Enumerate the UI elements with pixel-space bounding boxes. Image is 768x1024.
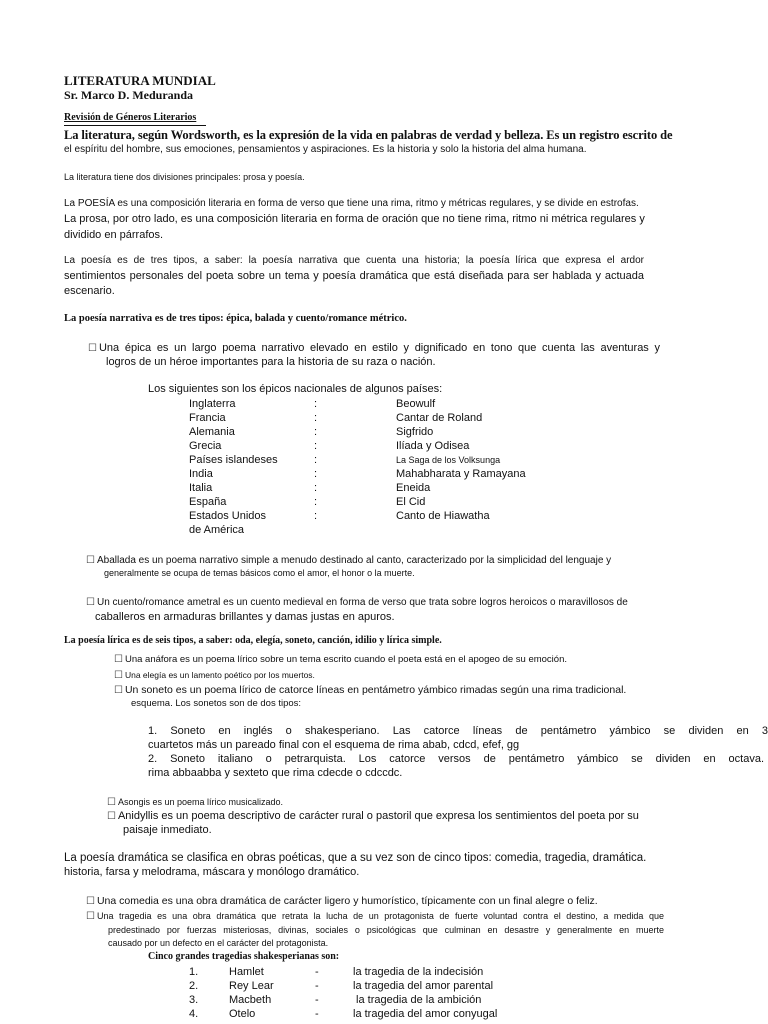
epic-country: de América xyxy=(189,524,245,536)
checkbox-bullet-icon: ☐ xyxy=(107,797,116,808)
tragedy-number: 3. xyxy=(189,994,199,1006)
prose-definition-1: La prosa, por otro lado, es una composición literaria en forma de oración que no tiene rima, ritmo ni métrica regulares y xyxy=(64,213,645,225)
tragedy-row xyxy=(189,1007,553,1021)
epic-text-1: Una épica es un largo poema narrativo elevado en estilo y dignificado en tono que cuenta las aventuras y xyxy=(98,342,660,354)
epic-work: Ilíada y Odisea xyxy=(396,440,470,452)
epic-country: India xyxy=(189,468,213,480)
dramatic-line-2: historia, farsa y melodrama, máscara y monólogo dramático. xyxy=(64,866,360,878)
epic-separator: : xyxy=(314,482,318,494)
epic-row xyxy=(189,481,576,495)
epic-country: Países islandeses xyxy=(189,454,278,466)
epic-work xyxy=(396,523,576,537)
poetry-types-1: La poesía es de tres tipos, a saber: la poesía narrativa que cuenta una historia; la poesía lírica que expresa el ardor xyxy=(64,255,644,266)
checkbox-bullet-icon: ☐ xyxy=(114,670,123,681)
review-line-2: el espíritu del hombre, sus emociones, pensamientos y aspiraciones. Es la historia y solo la historia del alma humana. xyxy=(64,144,587,155)
sonnet-definition-2: esquema. Los sonetos son de dos tipos: xyxy=(131,698,302,709)
epic-separator: : xyxy=(314,496,318,508)
sonnet-type-2-line-1: 2. Soneto italiano o petrarquista. Los catorce versos de pentámetro yámbico se dividen en octava. xyxy=(148,753,764,765)
tragedy-definition-3: causado por un defecto en el carácter del protagonista. xyxy=(108,938,329,948)
epic-row xyxy=(189,523,576,537)
epic-work: Sigfrido xyxy=(396,426,434,438)
tragedy-description: la tragedia de la indecisión xyxy=(353,966,484,978)
epic-definition-2: logros de un héroe importantes para la historia de su raza o nación. xyxy=(106,356,436,368)
narrative-heading: La poesía narrativa es de tres tipos: épica, balada y cuento/romance métrico. xyxy=(64,313,407,324)
elegy-definition xyxy=(114,670,315,681)
tragedy-number: 4. xyxy=(189,1008,199,1020)
tragedy-dash: - xyxy=(315,994,319,1006)
epic-separator: : xyxy=(314,510,318,522)
tragedies-table xyxy=(189,965,553,1021)
tragedy-description: la tragedia de la ambición xyxy=(353,994,482,1006)
epic-work: El Cid xyxy=(396,496,426,508)
sonnet-text-1: Un soneto es un poema lírico de catorce líneas en pentámetro yámbico rimadas según una rima tradicional. xyxy=(124,684,627,696)
epic-work: Mahabharata y Ramayana xyxy=(396,468,526,480)
epic-row xyxy=(189,397,576,411)
epic-country: Grecia xyxy=(189,440,222,452)
epic-work: Beowulf xyxy=(396,398,436,410)
tale-definition-1 xyxy=(86,597,628,608)
tragedy-definition-2: predestinado por fuerzas misteriosas, divinas, sociales o psicológicas que culminan en desastre y generalmente en muerte xyxy=(108,925,664,935)
tragedy-description: la tragedia del amor conyugal xyxy=(353,1008,498,1020)
tragedy-title: Macbeth xyxy=(229,994,272,1006)
epic-separator: : xyxy=(314,468,318,480)
epic-country: España xyxy=(189,496,227,508)
tragedy-dash: - xyxy=(315,1008,319,1020)
idyll-definition-1 xyxy=(107,810,639,822)
idyll-definition-2: paisaje inmediato. xyxy=(123,824,212,836)
tragedy-title: Hamlet xyxy=(229,966,264,978)
epic-separator: : xyxy=(314,412,318,424)
epic-row xyxy=(189,439,576,453)
epic-work: Eneida xyxy=(396,482,431,494)
epic-separator: : xyxy=(314,426,318,438)
tale-definition-2: caballeros en armaduras brillantes y damas justas en apuros. xyxy=(95,611,395,623)
divisions-text: La literatura tiene dos divisiones principales: prosa y poesía. xyxy=(64,172,305,182)
tragedy-title: Otelo xyxy=(229,1008,256,1020)
poetry-types-3: escenario. xyxy=(64,285,115,297)
epic-row xyxy=(189,411,576,425)
ode-text: Una anáfora es un poema lírico sobre un tema escrito cuando el poeta está en el apogeo de su emoción. xyxy=(124,654,568,665)
ode-definition xyxy=(114,654,567,665)
epic-country: Alemania xyxy=(189,426,235,438)
tragedy-description: la tragedia del amor parental xyxy=(353,980,494,992)
tragedy-number: 1. xyxy=(189,966,199,978)
checkbox-bullet-icon: ☐ xyxy=(114,685,123,696)
song-definition xyxy=(107,797,283,808)
teacher-name: Sr. Marco D. Meduranda xyxy=(64,88,193,102)
epic-country: Estados Unidos xyxy=(189,510,267,522)
comedy-definition xyxy=(86,895,598,907)
tale-text-1: Un cuento/romance ametral es un cuento medieval en forma de verso que trata sobre logros heroicos o maravillosos de xyxy=(96,597,628,608)
idyll-text-1: Anidyllis es un poema descriptivo de carácter rural o pastoril que expresa los sentimientos del poeta por su xyxy=(117,810,639,822)
epic-separator: : xyxy=(314,454,318,466)
tragedy-number: 2. xyxy=(189,980,199,992)
epics-table xyxy=(189,397,576,537)
epic-work: Canto de Hiawatha xyxy=(396,510,490,522)
dramatic-line-1: La poesía dramática se clasifica en obras poéticas, que a su vez son de cinco tipos: comedia, tragedia, dramática. xyxy=(64,852,647,864)
sonnet-type-2-line-2: rima abbaabba y sexteto que rima cdecde o cdccdc. xyxy=(148,767,403,779)
checkbox-bullet-icon: ☐ xyxy=(86,896,95,907)
checkbox-bullet-icon: ☐ xyxy=(114,654,123,665)
ballad-text-1: Aballada es un poema narrativo simple a menudo destinado al canto, caracterizado por la simplicidad del lenguaje y xyxy=(96,555,612,566)
checkbox-bullet-icon: ☐ xyxy=(107,811,116,822)
tragedy-title: Rey Lear xyxy=(229,980,274,992)
checkbox-bullet-icon: ☐ xyxy=(88,343,97,354)
sonnet-type-1-line-1: 1. Soneto en inglés o shakesperiano. Las catorce líneas de pentámetro yámbico se dividen en 3 xyxy=(148,725,768,737)
epic-row xyxy=(189,495,576,509)
tragedy-row xyxy=(189,993,553,1007)
tragedy-text-1: Una tragedia es una obra dramática que retrata la lucha de un protagonista de fuerte voluntad contra el destino, a medida que xyxy=(96,911,664,921)
epic-row xyxy=(189,425,576,439)
checkbox-bullet-icon: ☐ xyxy=(86,555,95,566)
sonnet-definition-1 xyxy=(114,684,626,696)
tragedy-row xyxy=(189,965,553,979)
epic-work: Cantar de Roland xyxy=(396,412,483,424)
song-text: Asongis es un poema lírico musicalizado. xyxy=(117,797,284,807)
epic-row xyxy=(189,453,576,467)
epic-country: Italia xyxy=(189,482,213,494)
review-heading: Revisión de Géneros Literarios xyxy=(64,112,197,123)
tragedy-definition-1 xyxy=(86,911,664,922)
epic-separator xyxy=(314,523,396,537)
epic-row xyxy=(189,509,576,523)
epic-separator: : xyxy=(314,440,318,452)
heading-rule xyxy=(64,125,206,126)
epic-work: La Saga de los Volksunga xyxy=(396,455,501,465)
comedy-text: Una comedia es una obra dramática de carácter ligero y humorístico, típicamente con un final alegre o feliz. xyxy=(96,895,598,907)
tragedy-row xyxy=(189,979,553,993)
poetry-definition: La POESÍA es una composición literaria en forma de verso que tiene una rima, ritmo y métricas regulares, y se divide en estrofas. xyxy=(64,198,639,209)
epic-row xyxy=(189,467,576,481)
sonnet-type-1-line-2: cuartetos más un pareado final con el esquema de rima abab, cdcd, efef, gg xyxy=(148,739,520,751)
review-bold-line: La literatura, según Wordsworth, es la expresión de la vida en palabras de verdad y belleza. Es un registro escrito de xyxy=(64,128,673,142)
epics-intro: Los siguientes son los épicos nacionales de algunos países: xyxy=(148,383,443,395)
tragedy-dash: - xyxy=(315,980,319,992)
course-title: LITERATURA MUNDIAL xyxy=(64,73,216,88)
epic-country: Francia xyxy=(189,412,226,424)
prose-definition-2: dividido en párrafos. xyxy=(64,229,164,241)
lyric-heading: La poesía lírica es de seis tipos, a saber: oda, elegía, soneto, canción, idilio y lírica simple. xyxy=(64,635,442,646)
epic-country: Inglaterra xyxy=(189,398,236,410)
checkbox-bullet-icon: ☐ xyxy=(86,911,95,922)
elegy-text: Una elegía es un lamento poético por los muertos. xyxy=(124,670,315,680)
checkbox-bullet-icon: ☐ xyxy=(86,597,95,608)
epic-definition-1 xyxy=(88,342,660,354)
ballad-definition-1 xyxy=(86,555,611,566)
epic-separator: : xyxy=(314,398,318,410)
ballad-definition-2: generalmente se ocupa de temas básicos como el amor, el honor o la muerte. xyxy=(104,568,415,578)
poetry-types-2: sentimientos personales del poeta sobre un tema y poesía dramática que está diseñada para ser hablada y actuada xyxy=(64,270,644,282)
tragedies-heading: Cinco grandes tragedias shakesperianas son: xyxy=(148,951,340,962)
tragedy-dash: - xyxy=(315,966,319,978)
